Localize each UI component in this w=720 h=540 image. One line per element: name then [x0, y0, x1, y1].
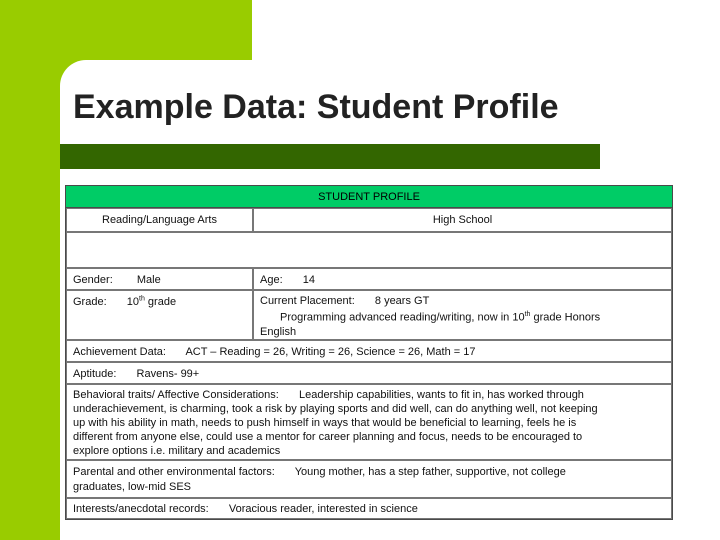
placement-detail-end: grade Honors — [533, 311, 601, 324]
behavioral-value-line3: up with his ability in math, needs to push himself in ways that would be beneficial to learning, feels he is — [73, 417, 577, 429]
grade-value-number: 10 — [126, 296, 140, 308]
table-header — [66, 186, 672, 208]
subject-cell — [66, 208, 253, 232]
behavioral-cell — [66, 384, 672, 460]
placement-detail-line3: English — [260, 325, 297, 338]
placement-label: Current Placement: — [260, 295, 355, 307]
placement-detail-suffix: th — [524, 311, 531, 318]
grade-label: Grade: — [73, 296, 107, 308]
placement-value: 8 years GT — [374, 295, 430, 307]
gender-label: Gender: — [73, 274, 113, 286]
grade-cell — [66, 290, 253, 340]
behavioral-value-line5: explore options i.e. military and academics — [73, 445, 281, 457]
behavioral-value-line4: different from anyone else, could use a mentor for career planning and focus, needs to be encouraged to — [73, 431, 583, 443]
gender-value: Male — [136, 274, 161, 286]
behavioral-label: Behavioral traits/ Affective Considerations: — [73, 389, 279, 401]
school-level-value: High School — [432, 214, 493, 226]
aptitude-label: Aptitude: — [73, 368, 117, 380]
behavioral-value-line1: Leadership capabilities, wants to fit in, has worked through — [298, 389, 584, 401]
placement-detail: Programming advanced reading/writing, now in 10 — [280, 311, 525, 324]
age-label: Age: — [260, 274, 283, 286]
parental-cell — [66, 460, 672, 498]
gender-cell — [66, 268, 253, 290]
parental-value-line2: graduates, low-mid SES — [73, 481, 191, 493]
grade-value-suffix: th — [139, 295, 145, 303]
achievement-label: Achievement Data: — [73, 346, 166, 358]
slide-title: Example Data: Student Profile — [73, 88, 559, 126]
grade-value-text: grade — [147, 296, 177, 308]
aptitude-cell — [66, 362, 672, 384]
parental-label: Parental and other environmental factors: — [73, 466, 275, 478]
subject-row — [66, 208, 672, 232]
school-level-cell — [253, 208, 672, 232]
placement-cell — [253, 290, 672, 340]
age-value: 14 — [302, 274, 316, 286]
blank-row — [66, 232, 672, 268]
behavioral-value-line2: underachievement, is charming, took a risk by playing sports and did well, can do anything well, not keeping — [73, 403, 598, 415]
subject-value: Reading/Language Arts — [102, 214, 217, 226]
interests-value: Voracious reader, interested in science — [228, 503, 418, 515]
table-header-label: STUDENT PROFILE — [318, 191, 420, 203]
age-cell — [253, 268, 672, 290]
title-divider-bar — [60, 144, 600, 169]
interests-cell — [66, 498, 672, 519]
aptitude-value: Ravens- 99+ — [136, 368, 200, 380]
student-profile-table — [65, 185, 673, 520]
parental-value-line1: Young mother, has a step father, supportive, not college — [294, 466, 566, 478]
achievement-cell — [66, 340, 672, 362]
interests-label: Interests/anecdotal records: — [73, 503, 209, 515]
achievement-value: ACT – Reading = 26, Writing = 26, Science = 26, Math = 17 — [185, 346, 476, 358]
